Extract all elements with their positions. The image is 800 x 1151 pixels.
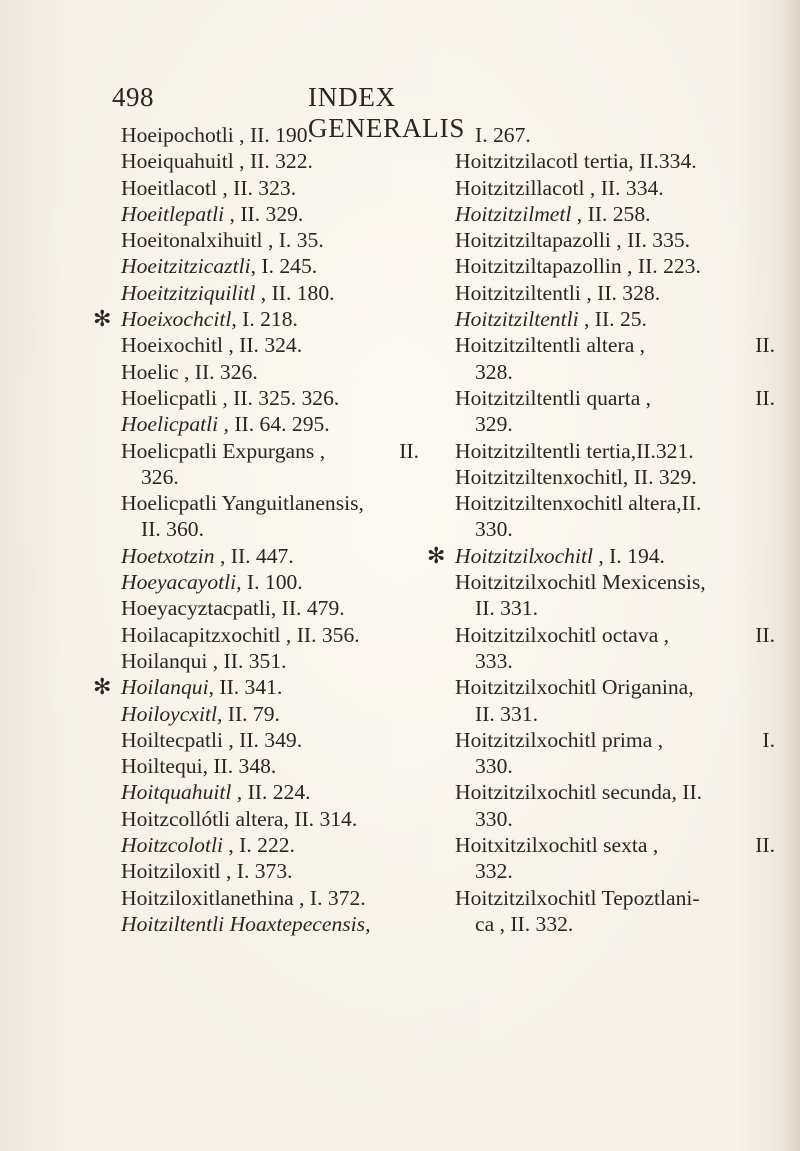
index-entry: Hoilacapitzxochitl , II. 356. [121,622,360,647]
index-entry: Hoeitlacotl , II. 323. [121,175,297,200]
index-entry: Hoitziltentli Hoaxtepecensis, [121,911,371,936]
index-entry: Hoeyacyztacpatli, II. 479. [121,596,345,621]
entry-name-italic: Hoitquahuitl [121,780,232,805]
entry-name-italic: Hoeitzitziquilitl [121,280,256,305]
index-entry: Hoitzitziltentli quarta , II. [455,385,775,410]
index-entry: Hoitzitziltentli , II. 25. [455,307,647,332]
index-entry: Hoiltequi, II. 348. [121,754,277,779]
index-entry: Hoitzitziltentli , II. 328. [455,280,661,305]
index-entry: Hoelicpatli , II. 325. 326. [121,385,340,410]
index-entry: Hoitzitzilxochitl Tepoztlani- [455,885,700,910]
index-entry: Hoitzitzilxochitl Mexicensis, [455,570,706,595]
index-entry-continuation: II. 360. [141,517,204,542]
entry-name-italic: Hoitzitzilmetl [455,201,572,226]
index-entry: Hoitziloxitl , I. 373. [121,859,293,884]
entry-name-italic: Hoilanqui [121,675,209,700]
index-entry-continuation: 329. [475,412,513,437]
index-entry-starred: ✻ Hoitzitzilxochitl , I. 194. [427,542,665,568]
entry-name-italic: Hoitzitzilxochitl [455,543,593,568]
index-entry: Hoitzitzilacotl tertia, II.334. [455,149,697,174]
index-entry-continuation: II. 331. [475,596,538,621]
entry-name-italic: Hoeixochcitl [121,307,232,332]
index-entry: Hoitzitzilxochitl prima , I. [455,727,775,752]
index-entry-starred: ✻ Hoeixochcitl, I. 218. [93,306,298,332]
index-entry: Hoeipochotli , II. 190. [121,123,313,147]
entry-name-italic: Hoitzcolotli [121,833,223,858]
index-entry: Hoelicpatli Expurgans , II. [121,438,419,463]
index-entry: Hoitzitzilxochitl octava , II. [455,622,775,647]
page-title: INDEX GENERALIS [308,82,466,143]
index-entry: Hoitzitzilxochitl secunda, II. [455,780,703,805]
index-entry: Hoiltecpatli , II. 349. [121,727,303,752]
index-entry: Hoitzitzillacotl , II. 334. [455,175,664,200]
index-entry-starred: ✻ Hoilanqui, II. 341. [93,674,283,700]
index-entry: Hoitzitziltentli altera , II. [455,333,775,358]
index-entry: Hoetxotzin , II. 447. [121,543,294,568]
index-entry-continuation: 326. [141,464,179,489]
asterisk-marker: ✻ [93,674,112,700]
index-entry: Hoitzitzilxochitl Origanina, [455,675,694,700]
index-column-right [427,122,785,937]
index-entry: Hoelicpatli , II. 64. 295. [121,412,330,437]
index-entry-continuation: 332. [475,859,513,884]
index-entry-continuation: 330. [475,754,513,779]
index-entry: Hoeyacayotli, I. 100. [121,570,303,595]
index-entry: Hoeitzitzicaztli, I. 245. [121,254,318,279]
index-entry-continuation: II. 331. [475,701,538,726]
index-entry: Hoitziloxitlanethina , I. 372. [121,885,366,910]
index-entry-continuation: 330. [475,517,513,542]
entry-name-italic: Hoeitlepatli [121,201,225,226]
entry-name-italic: Hoeitzitzicaztli [121,254,251,279]
index-entry: Hoitzitziltapazolli , II. 335. [455,228,691,253]
index-entry: Hoeitonalxihuitl , I. 35. [121,228,324,253]
index-entry: Hoitzitzilmetl , II. 258. [455,201,651,226]
index-entry: Hoitzitziltentli tertia,II.321. [455,438,694,463]
entry-name-italic: Hoeyacayotli [121,570,237,595]
page-number: 498 [112,82,154,112]
index-column-left [93,122,421,937]
index-entry: Hoitzitziltapazollin , II. 223. [455,254,701,279]
index-entry: Hoeitlepatli , II. 329. [121,201,304,226]
index-entry: Hoeitzitziquilitl , II. 180. [121,280,335,305]
asterisk-marker: ✻ [427,542,446,568]
index-entry: Hoitzcolotli , I. 222. [121,833,295,858]
index-entry: Hoitxitzilxochitl sexta , II. [455,833,775,858]
index-entry-continuation: I. 267. [475,123,531,147]
index-entry: Hoiloycxitl, II. 79. [121,701,280,726]
index-entry: Hoitzcollótli altera, II. 314. [121,806,358,831]
asterisk-marker: ✻ [93,306,112,332]
entry-name-italic: Hoelicpatli [121,412,219,437]
index-entry: Hoeixochitl , II. 324. [121,333,303,358]
index-entry-continuation: ca , II. 332. [475,911,574,936]
index-entry: Hoelic , II. 326. [121,359,258,384]
entry-name-italic: Hoiloycxitl [121,701,217,726]
index-entry-continuation: 330. [475,806,513,831]
index-entry-continuation: 333. [475,648,513,673]
index-entry: Hoelicpatli Yanguitlanensis, [121,491,364,516]
index-entry: Hoitzitziltenxochitl, II. 329. [455,464,697,489]
index-entry-continuation: 328. [475,359,513,384]
index-entry: Hoeiquahuitl , II. 322. [121,149,313,174]
index-entry: Hoilanqui , II. 351. [121,648,287,673]
index-entry: Hoitquahuitl , II. 224. [121,780,311,805]
index-entry: Hoitzitziltenxochitl altera,II. [455,491,702,516]
entry-name-italic: Hoitzitziltentli [455,307,579,332]
entry-name-italic: Hoetxotzin [121,543,215,568]
